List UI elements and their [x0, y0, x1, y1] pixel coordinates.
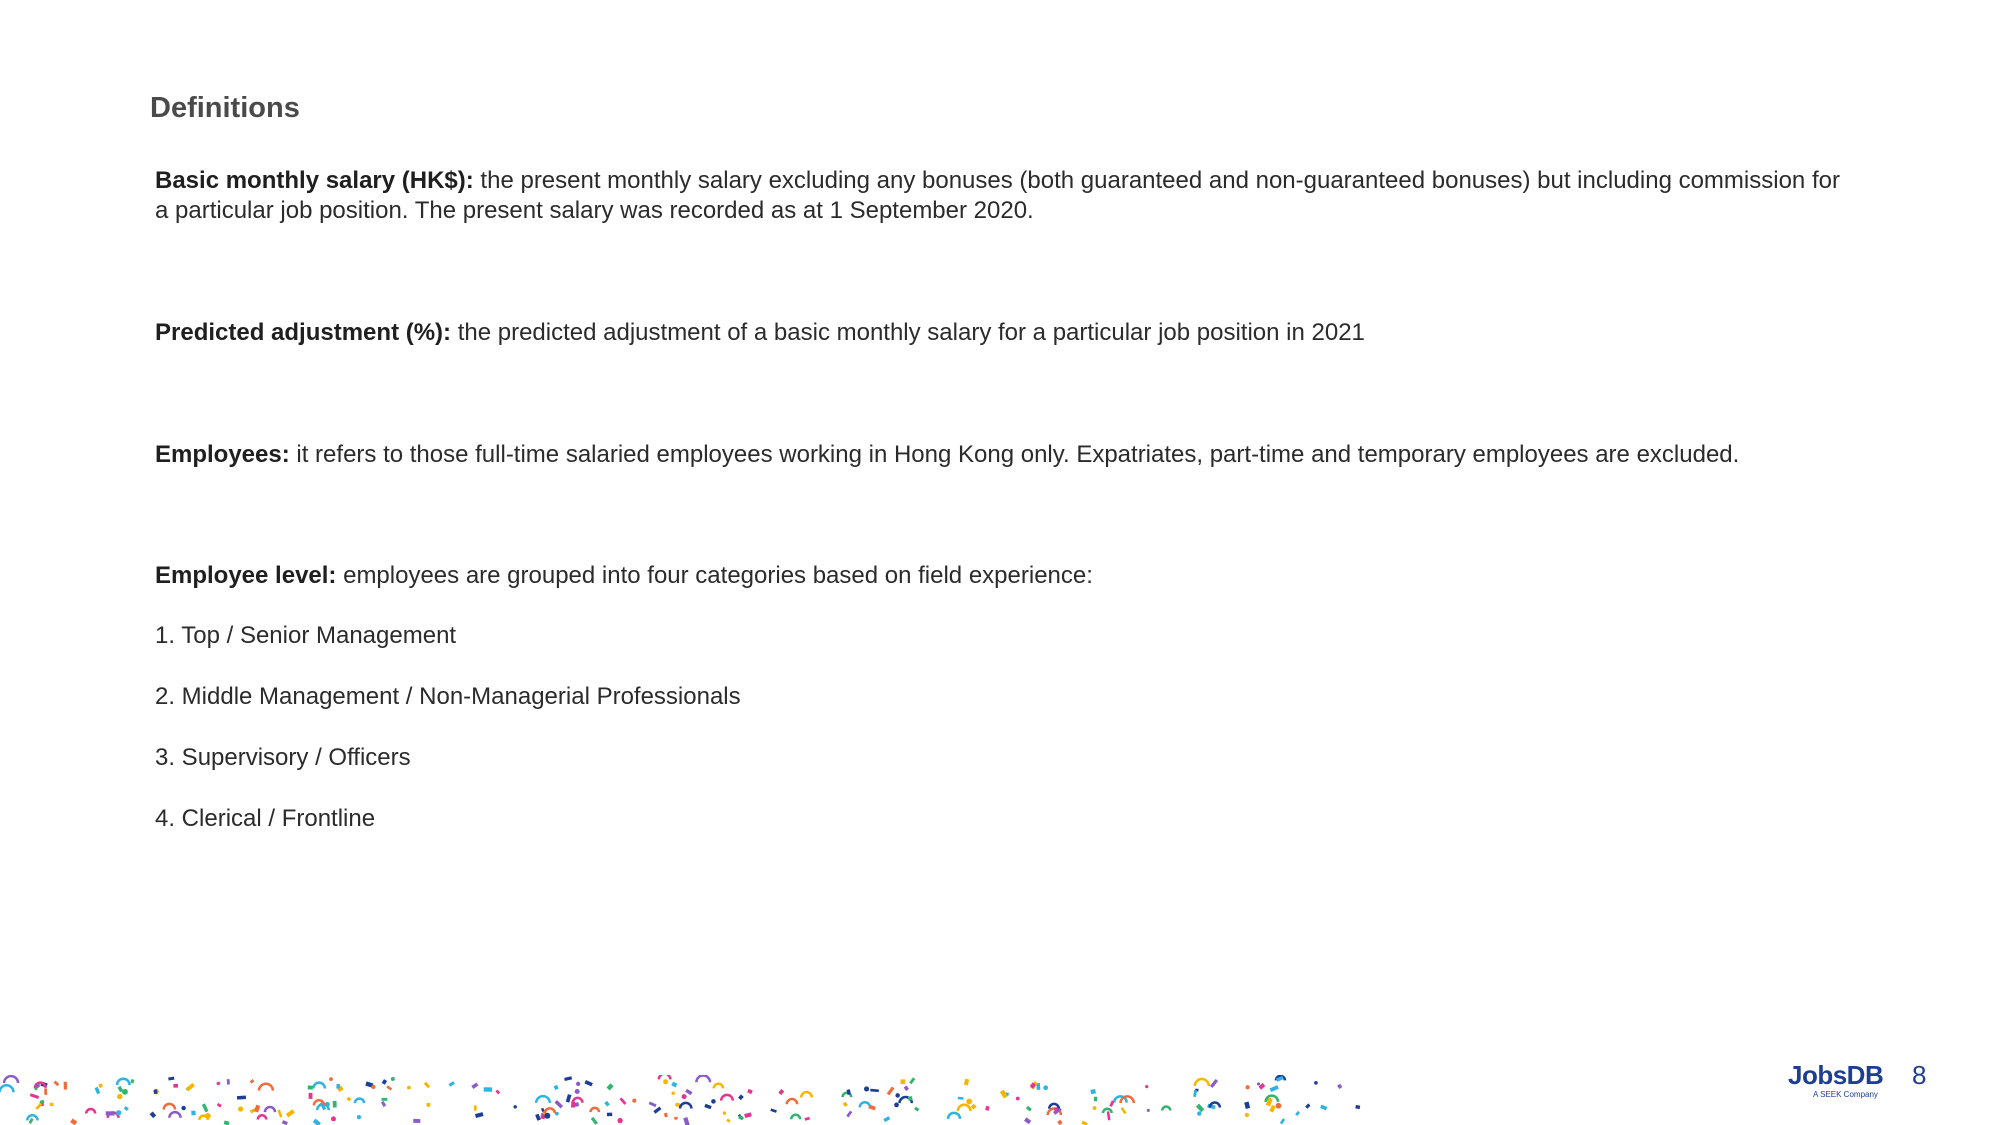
confetti-piece [164, 1104, 175, 1110]
jobsdb-logo [1788, 1060, 1888, 1102]
confetti-piece [1024, 1117, 1031, 1124]
confetti-piece [723, 1111, 726, 1114]
confetti-piece [664, 1113, 668, 1118]
confetti-piece [535, 1114, 541, 1121]
confetti-piece [1162, 1107, 1170, 1111]
confetti-piece [671, 1082, 677, 1088]
confetti-piece [726, 1119, 730, 1123]
confetti-piece [744, 1112, 752, 1118]
confetti-piece [887, 1087, 895, 1096]
confetti-piece [584, 1080, 592, 1086]
confetti-piece [216, 1081, 220, 1085]
confetti-piece [282, 1120, 288, 1125]
confetti-piece [371, 1085, 375, 1089]
confetti-piece [1314, 1081, 1318, 1085]
confetti-piece [329, 1077, 333, 1081]
confetti-piece [663, 1079, 668, 1084]
confetti-piece [682, 1094, 687, 1099]
confetti-piece [683, 1117, 690, 1125]
list-item: 1. Top / Senior Management [155, 622, 457, 649]
confetti-piece [1337, 1084, 1342, 1089]
confetti-piece [958, 1097, 964, 1100]
confetti-piece [181, 1106, 185, 1110]
confetti-piece [227, 1079, 230, 1085]
confetti-piece [680, 1103, 691, 1109]
confetti-piece [44, 1088, 47, 1095]
logo-tagline: A SEEK Company [1813, 1090, 1878, 1099]
confetti-piece [696, 1075, 710, 1082]
confetti-piece [347, 1097, 352, 1102]
confetti-piece [604, 1101, 610, 1107]
confetti-piece [391, 1077, 395, 1081]
confetti-piece [117, 1079, 130, 1085]
confetti-piece [99, 1084, 103, 1088]
confetti-piece [333, 1101, 337, 1108]
confetti-piece [95, 1087, 101, 1094]
confetti-piece [217, 1103, 222, 1108]
confetti-piece [870, 1089, 879, 1092]
confetti-piece [357, 1115, 361, 1119]
confetti-piece [575, 1089, 580, 1094]
confetti-piece [770, 1108, 777, 1112]
confetti-piece [914, 1107, 919, 1112]
confetti-piece [1280, 1118, 1285, 1124]
confetti-piece [86, 1109, 95, 1113]
definition-term: Employee level: [155, 562, 337, 589]
confetti-piece [576, 1082, 580, 1086]
logo-wordmark: JobsDB [1788, 1060, 1884, 1090]
confetti-piece [778, 1089, 784, 1095]
confetti-piece [191, 1111, 196, 1116]
confetti-piece [259, 1084, 273, 1091]
confetti-piece [1244, 1102, 1250, 1109]
definition-text: employees are grouped into four categories based on field experience: [336, 562, 1093, 589]
confetti-piece [1257, 1082, 1260, 1085]
confetti-piece [674, 1116, 678, 1119]
confetti-piece [909, 1077, 915, 1084]
confetti-piece [54, 1080, 60, 1086]
definition-term: Predicted adjustment (%): [155, 319, 452, 346]
confetti-piece [381, 1101, 386, 1107]
confetti-piece [685, 1089, 692, 1095]
confetti-piece [70, 1118, 77, 1125]
confetti-piece [238, 1106, 243, 1111]
confetti-piece [801, 1092, 812, 1097]
confetti-piece [554, 1085, 559, 1090]
confetti-piece [860, 1102, 870, 1107]
confetti-piece [966, 1099, 972, 1105]
confetti-piece [1090, 1089, 1096, 1094]
definition-term: Basic monthly salary (HK$): [155, 167, 474, 194]
confetti-piece [1197, 1111, 1201, 1115]
confetti-piece [513, 1105, 516, 1108]
confetti-piece [1210, 1079, 1218, 1088]
confetti-piece [617, 1118, 622, 1123]
confetti-piece [286, 1109, 295, 1117]
confetti-piece [606, 1083, 613, 1090]
confetti-piece [124, 1106, 129, 1111]
confetti-piece [237, 1096, 246, 1100]
confetti-piece [474, 1105, 477, 1110]
confetti-piece [591, 1117, 598, 1125]
confetti-piece [607, 1113, 612, 1117]
confetti-piece [964, 1079, 969, 1086]
confetti-piece [424, 1082, 430, 1089]
confetti-piece [632, 1099, 636, 1103]
confetti-piece [309, 1093, 313, 1099]
confetti-piece [173, 1084, 178, 1088]
confetti-piece [1276, 1103, 1282, 1109]
definition-text: it refers to those full-time salaried employees working in Hong Kong only. Expatriates, part-time and temporary employees are excluded. [289, 441, 1740, 468]
confetti-piece [122, 1089, 128, 1095]
confetti-piece [791, 1115, 800, 1119]
confetti-piece [704, 1104, 711, 1110]
confetti-piece [224, 1121, 230, 1125]
confetti-piece [895, 1093, 900, 1098]
confetti-piece [313, 1119, 321, 1125]
confetti-piece [426, 1103, 430, 1107]
confetti-piece [150, 1111, 157, 1118]
confetti-piece [714, 1084, 723, 1089]
confetti-piece [671, 1092, 675, 1096]
confetti-piece [449, 1081, 455, 1087]
confetti-piece [116, 1110, 121, 1115]
confetti-piece [787, 1099, 797, 1104]
confetti-piece [407, 1086, 411, 1090]
confetti-piece [1270, 1085, 1279, 1092]
confetti-piece [1093, 1106, 1097, 1110]
confetti-piece [1269, 1105, 1275, 1113]
confetti-piece [254, 1105, 260, 1113]
confetti-piece [35, 1103, 42, 1110]
confetti-piece [804, 1117, 809, 1121]
confetti-piece [1026, 1106, 1032, 1112]
confetti-piece [382, 1079, 387, 1085]
confetti-piece [653, 1107, 661, 1114]
confetti-piece [308, 1085, 313, 1089]
confetti-piece [36, 1084, 39, 1087]
definition-text: the present monthly salary excluding any bonuses (both guaranteed and non-guaranteed bonuses) but including commission for a particular job position. The present salary was recorded as at 1 September 2020. [155, 167, 1840, 224]
confetti-piece [1094, 1097, 1097, 1102]
confetti-piece [1195, 1079, 1209, 1086]
confetti-piece [50, 1103, 54, 1106]
confetti-piece [106, 1111, 115, 1115]
definition-text: the predicted adjustment of a basic monthly salary for a particular job position in 2021 [451, 319, 1365, 346]
confetti-piece [386, 1085, 392, 1090]
confetti-piece [864, 1086, 869, 1091]
confetti-piece [1355, 1105, 1360, 1109]
confetti-piece [1196, 1104, 1204, 1113]
definition-employees [155, 440, 1855, 470]
confetti-piece [1295, 1111, 1300, 1116]
confetti-piece [894, 1103, 899, 1108]
confetti-piece [1305, 1103, 1310, 1108]
confetti-piece [1193, 1090, 1197, 1097]
confetti-piece [846, 1111, 852, 1118]
confetti-piece [883, 1116, 890, 1122]
confetti-piece [250, 1079, 255, 1084]
confetti-piece [1147, 1109, 1150, 1112]
confetti-piece [1244, 1113, 1249, 1118]
confetti-piece [747, 1089, 753, 1094]
confetti-piece [649, 1101, 657, 1107]
confetti-piece [154, 1089, 158, 1094]
confetti-piece [1107, 1111, 1111, 1120]
definition-basic-monthly-salary [155, 166, 1855, 226]
confetti-piece [495, 1090, 500, 1095]
confetti-piece [536, 1096, 550, 1103]
confetti-piece [29, 1118, 34, 1124]
confetti-piece [4, 1076, 18, 1083]
confetti-piece [985, 1106, 989, 1111]
definition-term: Employees: [155, 441, 290, 468]
confetti-piece [900, 1079, 905, 1084]
confetti-decoration [0, 1075, 1380, 1125]
confetti-piece [1081, 1121, 1088, 1125]
definition-predicted-adjustment [155, 318, 1365, 348]
confetti-piece [1057, 1120, 1063, 1125]
confetti-piece [904, 1085, 909, 1090]
confetti-piece [265, 1107, 275, 1112]
confetti-piece [1121, 1107, 1127, 1114]
confetti-piece [484, 1087, 493, 1092]
confetti-piece [1145, 1085, 1148, 1088]
confetti-piece [948, 1113, 960, 1119]
confetti-piece [590, 1108, 599, 1112]
confetti-piece [1043, 1085, 1048, 1090]
confetti-piece [169, 1112, 180, 1118]
confetti-piece [711, 1099, 716, 1104]
confetti-piece [564, 1076, 572, 1081]
confetti-piece [277, 1110, 282, 1118]
confetti-piece [475, 1112, 484, 1118]
confetti-piece [868, 1105, 876, 1111]
confetti-piece [1109, 1100, 1114, 1107]
confetti-piece [555, 1100, 564, 1108]
page-number: 8 [1912, 1060, 1927, 1090]
confetti-piece [382, 1098, 388, 1101]
confetti-piece [355, 1099, 364, 1104]
confetti-piece [1320, 1105, 1327, 1111]
confetti-piece [619, 1097, 626, 1104]
confetti-piece [313, 1083, 325, 1089]
confetti-piece [1016, 1097, 1020, 1101]
confetti-piece [566, 1094, 572, 1102]
confetti-piece [571, 1102, 575, 1108]
page-title: Definitions [150, 92, 300, 124]
confetti-piece [0, 1085, 13, 1092]
confetti-piece [130, 1079, 134, 1083]
confetti-piece [958, 1105, 971, 1111]
confetti-piece [843, 1102, 848, 1107]
confetti-piece [64, 1082, 67, 1090]
confetti-piece [168, 1077, 174, 1081]
list-item: 3. Supervisory / Officers [155, 744, 411, 771]
confetti-piece [30, 1093, 39, 1099]
confetti-piece [258, 1115, 266, 1119]
confetti-piece [971, 1104, 977, 1110]
confetti-piece [659, 1075, 671, 1079]
confetti-piece [544, 1113, 550, 1119]
confetti-piece [336, 1084, 340, 1089]
list-item: 4. Clerical / Frontline [155, 805, 376, 832]
confetti-piece [738, 1094, 744, 1100]
employee-level-list [155, 621, 741, 865]
list-item: 2. Middle Management / Non-Managerial Professionals [155, 683, 741, 710]
definition-employee-level [155, 561, 1093, 591]
confetti-piece [1246, 1085, 1250, 1089]
confetti-piece [331, 1116, 336, 1121]
confetti-piece [202, 1103, 209, 1112]
confetti-piece [721, 1095, 733, 1101]
confetti-piece [205, 1113, 211, 1119]
confetti-piece [471, 1082, 478, 1088]
confetti-piece [117, 1094, 122, 1099]
confetti-piece [413, 1119, 420, 1123]
